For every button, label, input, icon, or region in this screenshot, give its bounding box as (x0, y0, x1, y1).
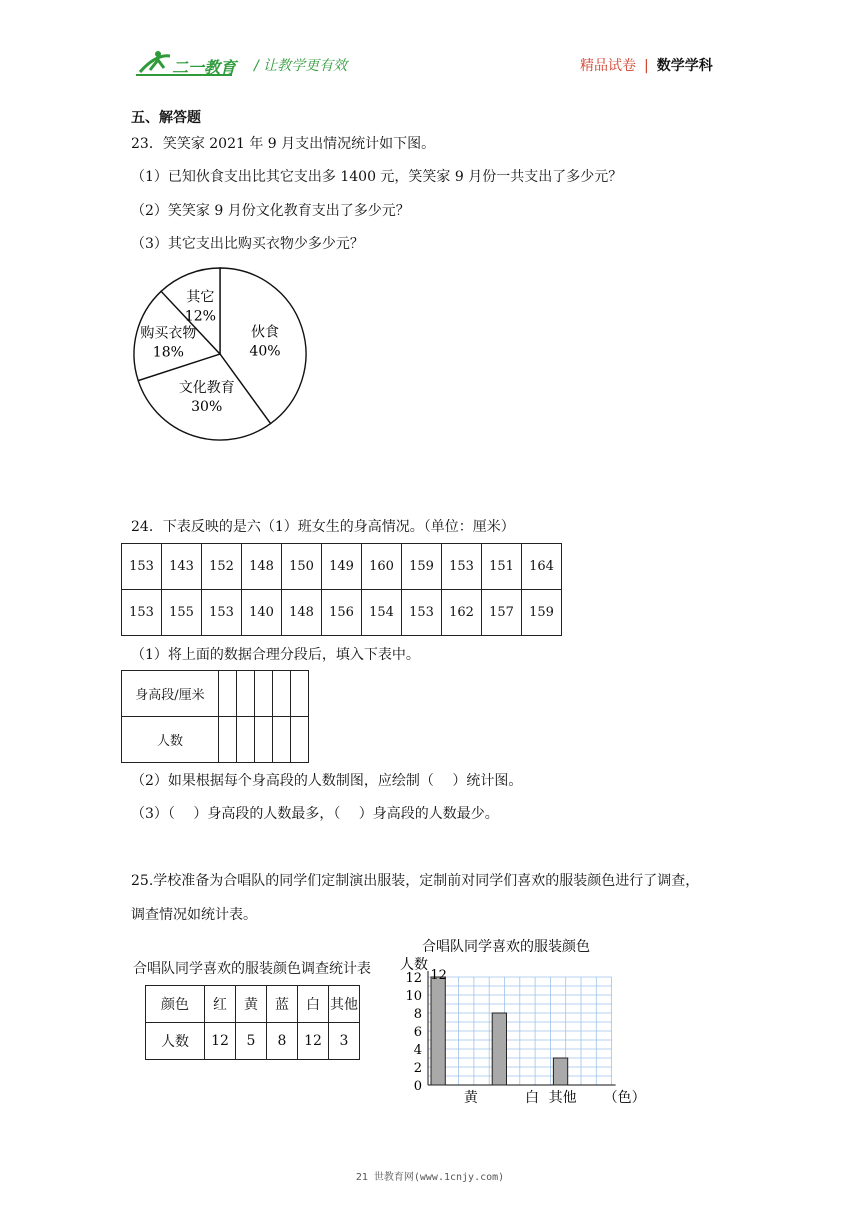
blank-cell[interactable] (219, 671, 237, 717)
y-tick-label: 8 (413, 1007, 422, 1022)
blank-cell[interactable] (237, 717, 255, 763)
color-header-cell: 白 (298, 986, 329, 1023)
count-cell: 12 (205, 1023, 236, 1060)
height-cell: 140 (242, 590, 282, 636)
table-row (122, 590, 562, 636)
q24-sub2: （2）如果根据每个身高段的人数制图，应绘制（ ）统计图。 (131, 773, 523, 789)
header-tag-subject: 数学学科 (656, 58, 713, 74)
q23-sub2: （2）笑笑家 9 月份文化教育支出了多少元？ (131, 203, 410, 219)
blank-cell[interactable] (273, 717, 291, 763)
bar-chart-ylabel: 人数 (400, 957, 428, 973)
color-header-cell: 蓝 (267, 986, 298, 1023)
height-cell: 153 (122, 590, 162, 636)
q24-sub1: （1）将上面的数据合理分段后，填入下表中。 (131, 647, 420, 663)
height-data-table (121, 543, 562, 636)
table-row (122, 544, 562, 590)
expense-pie-chart (128, 262, 312, 446)
pie-slice-label: 其它 (186, 289, 215, 306)
color-survey-table (145, 985, 360, 1060)
height-cell: 154 (362, 590, 402, 636)
bar-data-label: 12 (430, 968, 447, 983)
height-segment-table (121, 670, 309, 763)
height-cell: 150 (282, 544, 322, 590)
pie-slice-percent: 30% (191, 398, 223, 415)
height-cell: 155 (162, 590, 202, 636)
height-cell: 153 (402, 590, 442, 636)
table-row (146, 1023, 360, 1060)
height-cell: 159 (522, 590, 562, 636)
x-tick-label: 白 (525, 1090, 540, 1106)
bar-chart-title: 合唱队同学喜欢的服装颜色 (422, 939, 590, 955)
color-header-cell: 红 (205, 986, 236, 1023)
y-tick-label: 10 (405, 989, 422, 1004)
color-bar-chart (392, 935, 646, 1107)
header-tags (580, 55, 713, 75)
blank-cell[interactable] (291, 717, 309, 763)
height-cell: 153 (202, 590, 242, 636)
q24-stem: 24．下表反映的是六（1）班女生的身高情况。（单位：厘米） (131, 519, 515, 535)
height-cell: 153 (442, 544, 482, 590)
q25-table-title: 合唱队同学喜欢的服装颜色调查统计表 (133, 961, 371, 977)
logo-text: 二一教育 (172, 58, 237, 77)
y-tick-label: 12 (405, 971, 422, 986)
y-tick-label: 0 (413, 1079, 422, 1094)
y-tick-label: 6 (413, 1025, 422, 1040)
page-footer: 21 世教育网(www.1cnjy.com) (355, 1172, 505, 1183)
q23-sub1: （1）已知伙食支出比其它支出多 1400 元，笑笑家 9 月份一共支出了多少元？ (131, 169, 623, 185)
section-title: 五、解答题 (131, 110, 201, 126)
height-cell: 162 (442, 590, 482, 636)
count-cell: 3 (329, 1023, 360, 1060)
blank-cell[interactable] (219, 717, 237, 763)
count-cell: 5 (236, 1023, 267, 1060)
pie-slice-label: 购买衣物 (140, 325, 197, 342)
blank-cell[interactable] (291, 671, 309, 717)
header-slogan: / 让教学更有效 (254, 58, 348, 74)
height-cell: 143 (162, 544, 202, 590)
table-row (122, 671, 309, 717)
pie-slice-label: 文化教育 (178, 379, 235, 396)
height-cell: 157 (482, 590, 522, 636)
blank-cell[interactable] (255, 671, 273, 717)
height-cell: 152 (202, 544, 242, 590)
bar-chart-xlabel: （色） (603, 1090, 646, 1106)
height-cell: 164 (522, 544, 562, 590)
count-cell: 8 (267, 1023, 298, 1060)
blank-cell[interactable] (237, 671, 255, 717)
height-cell: 151 (482, 544, 522, 590)
segment-header-cell: 身高段/厘米 (122, 671, 219, 717)
color-header-cell: 黄 (236, 986, 267, 1023)
q23-sub3: （3）其它支出比购买衣物少多少元？ (131, 236, 364, 252)
color-header-cell: 颜色 (146, 986, 205, 1023)
height-cell: 149 (322, 544, 362, 590)
pie-slice-percent: 40% (249, 343, 281, 360)
height-cell: 156 (322, 590, 362, 636)
q23-stem: 23．笑笑家 2021 年 9 月支出情况统计如下图。 (131, 136, 436, 152)
header-separator: | (644, 58, 649, 74)
height-cell: 159 (402, 544, 442, 590)
table-row (146, 986, 360, 1023)
height-cell: 153 (122, 544, 162, 590)
y-tick-label: 4 (413, 1043, 422, 1058)
color-header-cell: 其他 (329, 986, 360, 1023)
pie-slice-label: 伙食 (250, 324, 279, 341)
x-tick-label: 黄 (463, 1090, 478, 1106)
pie-slice-percent: 18% (152, 344, 184, 361)
count-header-cell: 人数 (122, 717, 219, 763)
header-tag-exam: 精品试卷 (580, 58, 636, 74)
blank-cell[interactable] (273, 671, 291, 717)
count-cell: 人数 (146, 1023, 205, 1060)
bar (492, 1013, 506, 1085)
count-cell: 12 (298, 1023, 329, 1060)
height-cell: 148 (242, 544, 282, 590)
bar (553, 1058, 567, 1085)
height-cell: 148 (282, 590, 322, 636)
x-tick-label: 其他 (548, 1090, 577, 1106)
q24-sub3: （3）（ ）身高段的人数最多，（ ）身高段的人数最少。 (131, 806, 499, 822)
table-row (122, 717, 309, 763)
q25-line2: 调查情况如统计表。 (131, 907, 257, 923)
pie-slice-percent: 12% (184, 308, 216, 325)
height-cell: 160 (362, 544, 402, 590)
y-tick-label: 2 (413, 1061, 422, 1076)
bar (431, 977, 445, 1085)
blank-cell[interactable] (255, 717, 273, 763)
q25-line1: 25.学校准备为合唱队的同学们定制演出服装，定制前对同学们喜欢的服装颜色进行了调查， (131, 873, 700, 889)
